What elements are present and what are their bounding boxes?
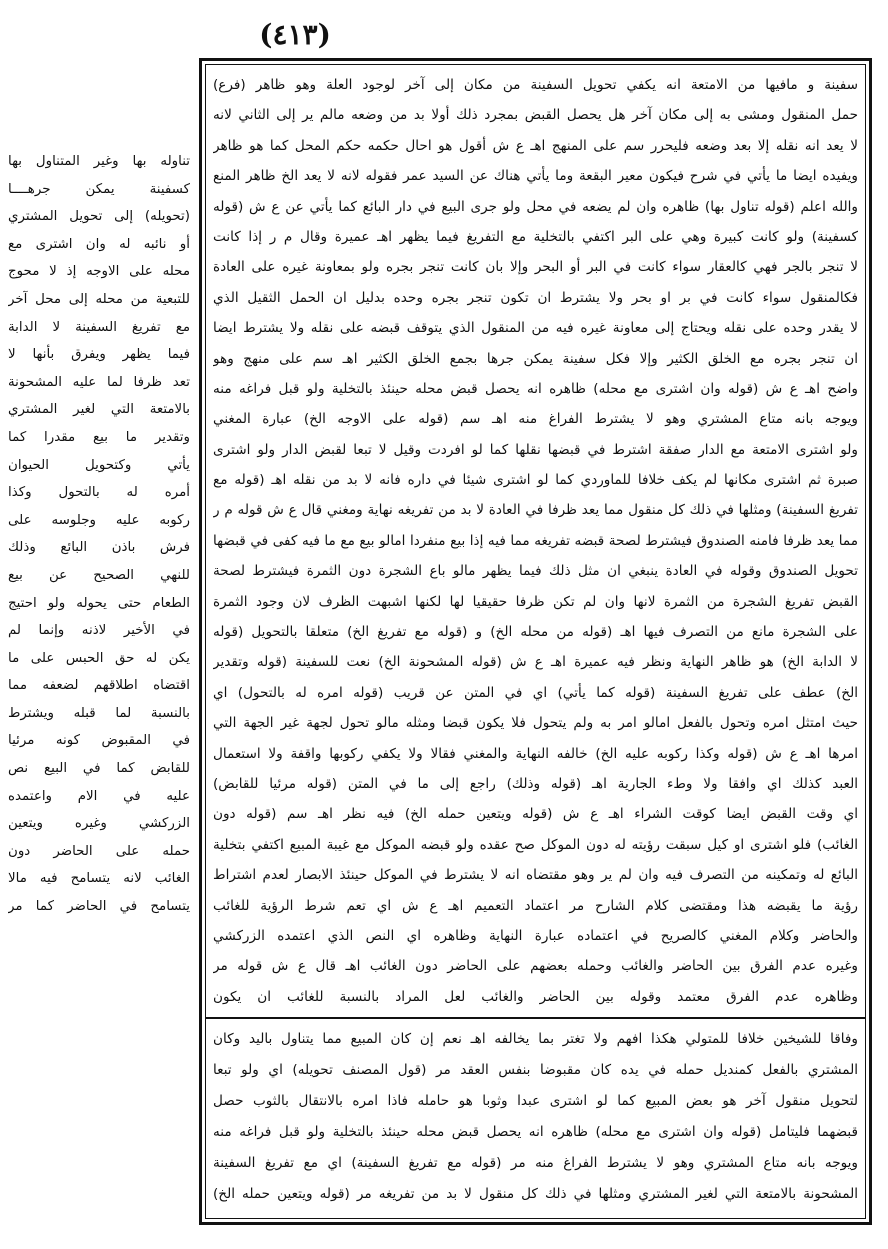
margin-line: أو نائبه له وان اشترى مع: [8, 236, 190, 252]
margin-line: تعد ظرفا لما عليه المشحونة: [8, 374, 190, 390]
margin-line: الزركشي وغيره ويتعين: [8, 816, 190, 832]
margin-line: بالنسبة لما قبله ويشترط: [8, 705, 190, 721]
text-line: رؤية ما يقبضه هذا ومقتضى كلام الشارح مر اعتماد التعميم اهـ ع ش اي تعم شرط الرؤية للغائب: [213, 897, 858, 914]
margin-line: ركوبه عليه وجلوسه على: [8, 512, 190, 528]
text-line: الغائب) فلو اشترى او كيل سبقت رؤيته له دون الموكل صح عقده ولو قبضه الموكل مع غيبة المبيع اكتفي بتخلية: [213, 836, 858, 853]
margin-line: للنهي الصحيح عن بيع: [8, 567, 190, 583]
margin-line: تناوله بها وغير المتناول بها: [8, 154, 190, 169]
footnote-line: المشحونة بالامتعة التي لغير المشتري ومثلها في ذلك كل منقول لا بد من تفريغه مر (قوله ويتعين حمله الخ): [213, 1186, 858, 1202]
text-line: واضح اهـ ع ش (قوله وان اشترى مع محله) ظاهره انه يحصل قبض محله حينئذ بالتخلية ولو قبل فراغه منه: [213, 380, 858, 397]
text-line: سفينة و مافيها من الامتعة انه يكفي تحويل السفينة من مكان إلى آخر لوجود العلة وهو ظاهر (فرع): [213, 77, 858, 93]
text-line: على الشجرة مانع من التصرف فيها اهـ (قوله من محله الخ) و (قوله مع تفريغ الخ) متعلقا بالتحويل (قوله: [213, 624, 858, 641]
margin-line: للقابض كما في البيع نص: [8, 761, 190, 777]
text-line: والحاضر وكلام المغني كالصريح في اعتماده عبارة النهاية وظاهره اي النص الذي اعتمده الزركشي: [213, 927, 858, 944]
margin-line: يأتي وكتحويل الحيوان: [8, 457, 190, 473]
text-line: والله اعلم (قوله تناول بها) ظاهره وان لم يضعه في محل ولو جرى البيع في دار البائع كما يأتي عن ع ش (قوله: [213, 198, 858, 215]
text-line: العبد كذلك اي وافقا ولا وطء الجارية اهـ (قوله وذلك) راجع إلى ما في المتن (قوله مرئيا للقابض): [213, 775, 858, 792]
text-line: ويفيده ايضا ما يأتي في شرح فيكون معير البقعة وما يأتي هناك عن السيد عمر فقوله لانه لا يعد الخ ظاهر المنع: [213, 168, 858, 185]
text-line: تحويل الصندوق وقوله في العادة ينبغي ان مثل ذلك فيما يظهر مالو باع الشجرة دون الثمرة فيشترط لصحة: [213, 563, 858, 580]
margin-line: الغائب لانه يتسامح فيه مالا: [8, 871, 190, 887]
text-line: حمل المنقول ومشى به إلى مكان آخر هل يحصل القبض بمجرد ذلك أولا بد من وضعه مالم ير إلى الثاني لانه: [213, 107, 858, 124]
margin-line: عليه في الام واعتمده: [8, 788, 190, 804]
footnote-line: المشتري بالفعل كمنديل حمله في يده كان مقبوضا بنفس العقد مر (قول المصنف تحويله) اي ولو تبعا: [213, 1062, 858, 1078]
text-line: القبض تفريغ الشجرة من الثمرة لانها وان لم تكن ظرفا حقيقيا لها لكنها اشبهت الظرف لان وجود الثمرة: [213, 593, 858, 610]
text-line: لا يقدر وحده على نقله ويحتاج إلى معاونة غيره فيه من المنقول الذي يتوقف قبضه على نقله ولا يشترط ايضا: [213, 320, 858, 337]
footnote-line: وفاقا للشيخين خلافا للمتولي هكذا افهم ولا تغتر بما يخالفه اهـ نعم إن كان المبيع مما يتناول باليد وكان: [213, 1031, 858, 1047]
margin-line: حمله على الحاضر دون: [8, 843, 190, 859]
text-line: الخ) عطف على تفريغ السفينة (قوله كما يأتي) اي في المتن عن قريب (قوله امره له بالتحول) اي: [213, 684, 858, 701]
page-number: (٤١٣): [259, 18, 331, 51]
margin-line: الطعام حتى يحوله ولو احتيج: [8, 595, 190, 611]
margin-line: يتسامح في الحاضر كما مر: [8, 899, 190, 915]
margin-line: في المقبوض كونه مرئيا: [8, 733, 190, 749]
text-line: ولو اشترى الامتعة مع الدار صفقة اشترط في قبضها نقلها كما لو افردت وقيل لا تبعا لقبض الدار ولو اشترى: [213, 441, 858, 458]
margin-line: أمره له بالتحول وكذا: [8, 485, 190, 501]
margin-line: وتقدير ما بيع مقدرا كما: [8, 429, 190, 445]
text-line: حيث امتثل امره وتحول بالفعل امالو امر به ولم يتحول فلا يكون قبضا ومثله مالو تحول لجهة غير الجهة التي: [213, 715, 858, 732]
margin-line: محله على الاوجه إذ لا محوج: [8, 264, 190, 280]
text-line: ويوجه بانه متاع المشتري وهو لا يشترط الفراغ منه اهـ سم (قوله على الاوجه الخ) عبارة المغني: [213, 411, 858, 428]
text-line: صبرة ثم اشترى مكانها لم يكف خلافا للماوردي كما لو اشترى شيئا في داره فانه لا بد من نقله اهـ (قوله مع: [213, 472, 858, 489]
margin-line: كسفينة يمكن جرهــــا: [8, 181, 190, 197]
text-line: تفريغ السفينة) ومثلها في ذلك كل منقول مما يعد ظرفا في العادة لا بد من تفريغه نهاية ومغني قال ع ش قوله م ر: [213, 502, 858, 519]
text-line: مما يعد ظرفا فامنه الصندوق فيشترط لصحة قبضه تفريغه مما فيه إذا بيع منفردا امالو بيع مع ما فيه كفى في قبضها: [213, 532, 858, 549]
margin-line: في الأخير لاذنه وإنما لم: [8, 623, 190, 639]
footnote-text: [213, 1024, 858, 1210]
margin-line: فيما يظهر ويفرق بأنها لا: [8, 347, 190, 363]
margin-text: [8, 148, 190, 921]
text-line: لا يعد انه نقله إلا بعد وضعه فليحرر سم على المنهج اهـ ع ش أقول هو احال حكمه حكم المحل كما هو ظاهر: [213, 137, 858, 154]
margin-line: يكن له حق الحبس على ما: [8, 650, 190, 666]
margin-line: بالامتعة التي لغير المشتري: [8, 402, 190, 418]
margin-line: مع تفريغ السفينة لا الدابة: [8, 319, 190, 335]
footnote-line: ويوجه بانه متاع المشتري وهو لا يشترط الفراغ منه مر (قوله مع تفريغ السفينة) اي مع تفريغ السفينة: [213, 1155, 858, 1171]
commentary-text: [213, 70, 858, 1012]
text-line: وظاهره عدم الفرق معتمد وقوله بين الحاضر والغائب لعل المراد بالنسبة للغائب ان يكون: [213, 988, 858, 1005]
margin-line: فرش باذن البائع وذلك: [8, 540, 190, 556]
footnote-line: لتحويل منقول آخر هو بعض المبيع كما لو اشترى عبدا وثوبا هو حامله فاذا امره بالانتقال بالثوب حصل: [213, 1093, 858, 1109]
text-line: لا الدابة الخ) هو ظاهر النهاية ونظر فيه عميرة اهـ ع ش (قوله المشحونة الخ) نعت للسفينة (قوله وتقدير: [213, 654, 858, 671]
text-line: لا تنجر بالجر فهي كالعقار سواء كانت في البر أو البحر وإلا بان كانت تنجر بجره ولو بمعاونة غيره على العادة: [213, 259, 858, 276]
margin-line: اقتضاه اطلاقهم لضعفه مما: [8, 678, 190, 694]
text-line: وغيره عدم الفرق بين الحاضر والغائب وحمله بعضهم على الحاضر دون الغائب اهـ قال ع ش قوله مر: [213, 958, 858, 975]
text-line: ان تنجر بجره مع الخلق الكثير وإلا فكل سفينة يمكن جرها بجمع الخلق الكثير اهـ سم على منهج وهو: [213, 350, 858, 367]
text-line: فكالمنقول سواء كانت في بر او بحر ولا يشترط ان تكون تنجر بجره وحده بدليل ان الحمل الثقيل الذي: [213, 289, 858, 306]
text-line: امرها اهـ ع ش (قوله وكذا ركوبه عليه الخ) خالفه النهاية والمغني فقالا ولا يكفي ركوبها واقفة ولا استعمال: [213, 745, 858, 762]
text-line: البائع له وتمكينه من التصرف فيه وان لم ير وهو مقتضاه انه لا يشترط في الموكل حينئذ الابصار لعدم اشتراط: [213, 867, 858, 884]
text-line: اي وقت القبض ايضا كوقت الشراء اهـ ع ش (قوله ويتعين حمله الخ) فيه نظر اهـ سم (قوله دون: [213, 806, 858, 823]
section-divider: [205, 1017, 866, 1019]
text-line: كسفينة) ولو كانت كبيرة وهي على البر اكتفي بالتخلية مع التفريغ فيما يظهر اهـ عميرة وقال م ر إذا كانت: [213, 228, 858, 245]
margin-line: (تحويله) إلى تحويل المشتري: [8, 209, 190, 225]
footnote-line: قبضهما فليتامل (قوله وان اشترى مع محله) ظاهره انه يحصل قبض محله حينئذ بالتخلية ولو قبل فراغه منه: [213, 1124, 858, 1140]
margin-line: للتبعية من محله إلى محل آخر: [8, 291, 190, 307]
